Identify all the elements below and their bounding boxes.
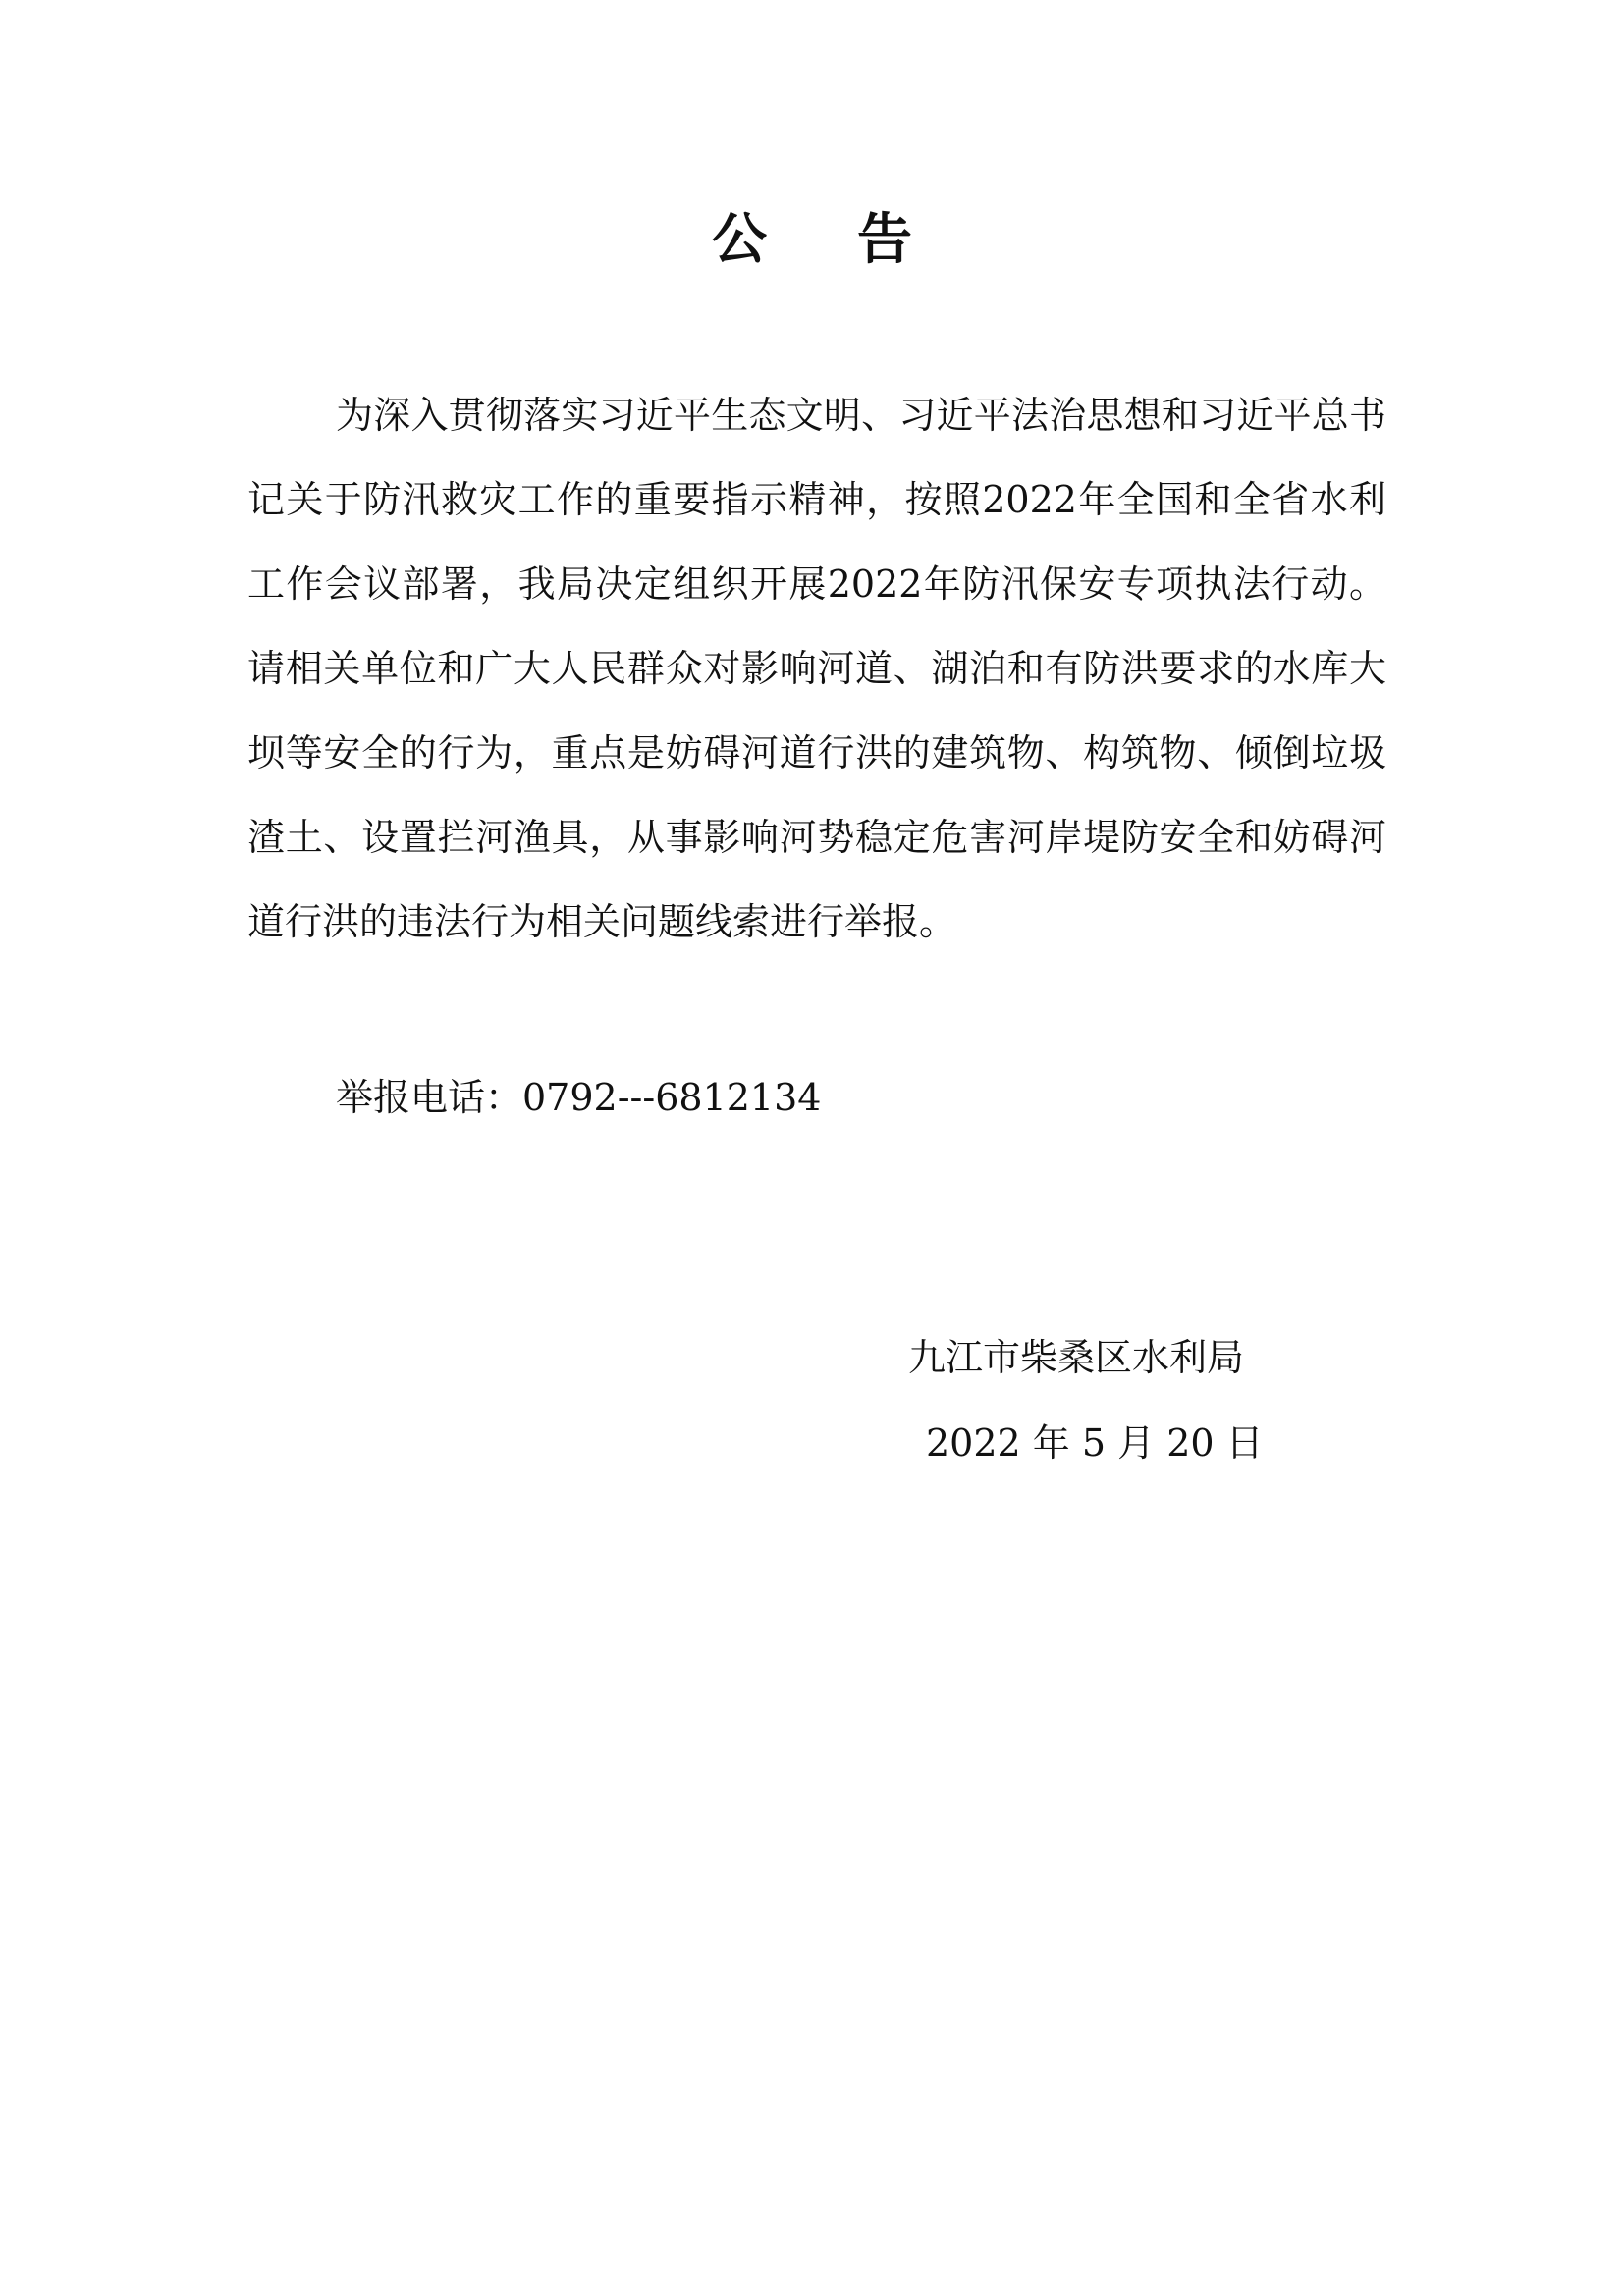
- page-title: 公告: [712, 208, 1002, 272]
- issuing-organization: 九江市柴桑区水利局: [908, 1336, 1245, 1379]
- issue-date: 2022 年 5 月 20 日: [926, 1421, 1264, 1465]
- report-phone: 举报电话：0792---6812134: [336, 1076, 822, 1119]
- announcement-body: 为深入贯彻落实习近平生态文明、习近平法治思想和习近平总书记关于防汛救灾工作的重要指示精神，按照2022年全国和全省水利工作会议部署，我局决定组织开展2022年防汛保安专项执法行动。请相关单位和广大人民群众对影响河道、湖泊和有防洪要求的水库大坝等安全的行为，重点是妨碍河道行洪的建筑物、构筑物、倾倒垃圾渣土、设置拦河渔具，从事影响河势稳定危害河岸堤防安全和妨碍河道行洪的违法行为相关问题线索进行举报。: [247, 394, 1386, 943]
